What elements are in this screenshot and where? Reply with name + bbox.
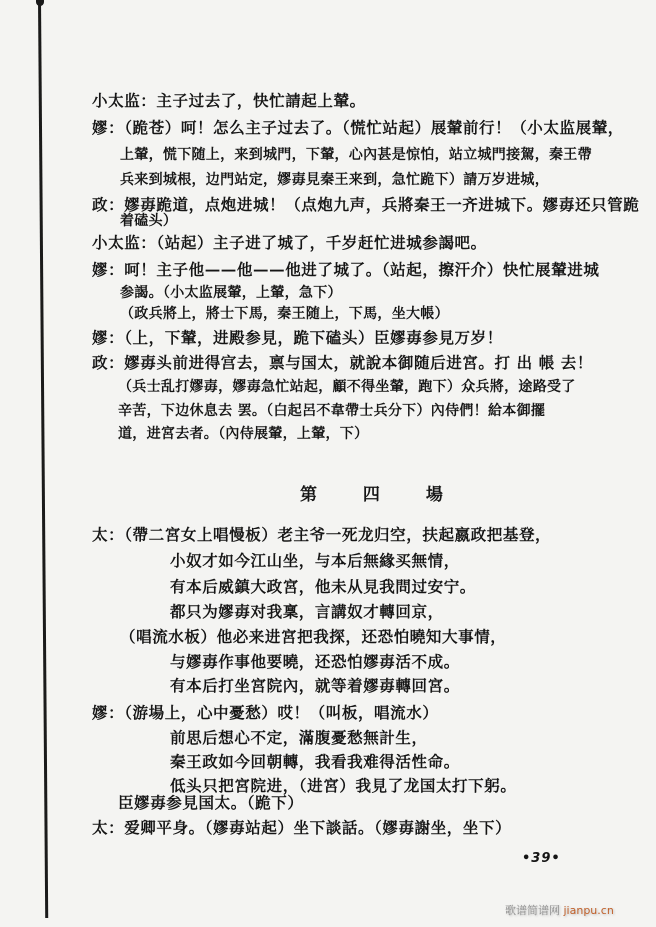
verse-line [170, 578, 476, 596]
continuation-line [118, 425, 368, 443]
line-text: 低头只把宮院进，（进宮）我見了龙国太打下躬。 [170, 776, 517, 795]
page-number: •39• [522, 851, 561, 866]
dialogue-line [92, 526, 551, 544]
line-text: 爱卿平身。（嫪毐站起）坐下談話。（嫪毐謝坐，坐下） [124, 818, 512, 837]
page-left-rule [38, 0, 48, 918]
line-text: 秦王政如今回朝轉，我看我难得活性命。 [170, 752, 460, 771]
line-text: 都只为嫪毐对我稟，言講奴才轉回京， [170, 602, 444, 621]
continuation-line [118, 402, 545, 420]
line-text: 呵！主子他——他——他进了城了。（站起，擦汗介）快忙展輦进城 [124, 260, 600, 279]
line-text: 与嫪毐作事他要曉，还恐怕嫪毐活不成。 [170, 652, 460, 671]
watermark-url: jianpu.cn [563, 904, 614, 917]
continuation-line [120, 212, 177, 230]
speaker-label: 太： [92, 818, 125, 837]
speaker-label: 小太监： [92, 91, 157, 110]
speaker-label: 太： [92, 525, 125, 544]
line-text: 前思后想心不定，滿腹憂愁無計生， [170, 728, 428, 747]
dialogue-line [92, 354, 593, 372]
line-text: （政兵將上，將士下馬，秦王随上，下馬，坐大帳） [120, 306, 449, 322]
dialogue-line [92, 234, 487, 252]
watermark [505, 902, 614, 918]
dialogue-line [92, 819, 511, 837]
line-text: 嫪毐跪道，点炮进城！（点炮九声，兵將秦王一齐进城下。嫪毐还只管跪 [124, 195, 640, 214]
line-text: 小奴才如今江山坐，与本后無緣买無情， [170, 551, 460, 570]
verse-line [120, 628, 506, 646]
speaker-label: 小太监： [92, 233, 157, 252]
speaker-label: 政： [92, 195, 125, 214]
dialogue-line [92, 704, 438, 722]
line-text: 参謁。（小太监展輦，上輦，急下） [120, 285, 342, 301]
line-text: （跪苍）呵！怎么主子过去了。（慌忙站起）展輦前行！（小太监展輦， [124, 118, 624, 137]
line-text: 有本后威鎮大政宮，他未从見我問过安宁。 [170, 577, 476, 596]
line-text: 上輦，慌下随上，来到城門，下輦，心內甚是惊怕，站立城門接駕，秦王帶 [120, 147, 592, 163]
continuation-line [120, 284, 342, 302]
stage-direction [120, 305, 449, 323]
line-text: 主子过去了，快忙請起上輦。 [156, 91, 366, 110]
verse-line [170, 677, 460, 695]
line-text: 道，进宮去者。（內侍展輦，上輦，下） [118, 426, 369, 442]
verse-line [170, 603, 444, 621]
line-text: 臣嫪毐参見国太。（跪下） [118, 793, 304, 812]
line-text: 辛苦，下边休息去 罢。（白起呂不韋帶士兵分下）內侍們！給本御擺 [118, 403, 546, 419]
verse-line [170, 729, 428, 747]
speaker-label: 嫪： [92, 703, 125, 722]
line-text: （游場上，心中憂愁）哎！（叫板，唱流水） [124, 703, 439, 722]
continuation-line [120, 171, 549, 189]
speaker-label: 嫪： [92, 118, 125, 137]
verse-line [170, 753, 460, 771]
line-text: （唱流水板）他必来进宮把我探，还恐怕曉知大事情， [120, 627, 507, 646]
dialogue-line [92, 92, 366, 110]
scene-title: 第 四 場 [300, 485, 463, 505]
line-text: 兵来到城根，边門站定，嫪毐見秦王来到，急忙跪下）請万岁进城， [120, 172, 549, 188]
line-text: （兵士乱打嫪毐，嫪毐急忙站起，顧不得坐輦，跑下）众兵將，途路受了 [118, 379, 576, 395]
dialogue-line [92, 261, 599, 279]
continuation-line [120, 146, 592, 164]
speaker-label: 嫪： [92, 328, 125, 347]
watermark-site-name: 歌谱简谱网 [505, 904, 560, 917]
line-text: （站起）主子进了城了，千岁赶忙进城参謁吧。 [156, 233, 487, 252]
line-text: 有本后打坐宮院內，就等着嫪毐轉回宮。 [170, 676, 460, 695]
speaker-label: 政： [92, 353, 125, 372]
line-text: （帶二宮女上唱慢板）老主爷一死龙归空，扶起嬴政把基登， [124, 525, 552, 544]
speaker-label: 嫪： [92, 260, 125, 279]
dialogue-line [92, 119, 624, 137]
continuation-line [118, 794, 303, 812]
continuation-line [118, 378, 576, 396]
dialogue-line [92, 329, 503, 347]
verse-line [170, 552, 460, 570]
verse-line [170, 653, 460, 671]
line-text: （上，下輦，进殿参見，跪下磕头）臣嫪毐参見万岁！ [124, 328, 503, 347]
line-text: 着磕头） [120, 213, 178, 229]
line-text: 嫪毐头前进得宫去，禀与国太，就說本御随后进宮。打 出 帳 去！ [124, 353, 593, 372]
